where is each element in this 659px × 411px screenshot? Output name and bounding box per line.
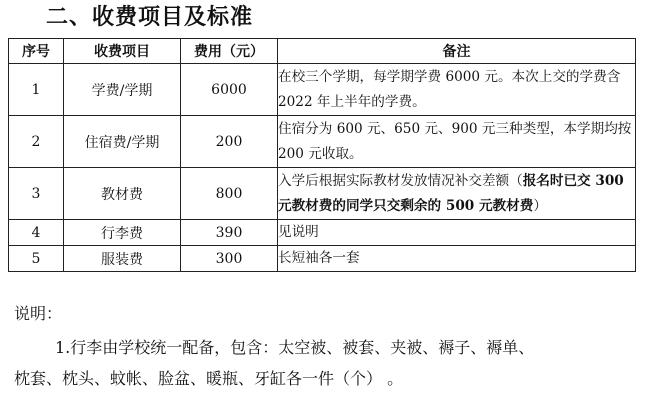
row-fee: 200 bbox=[181, 116, 278, 168]
row-remark: 住宿分为 600 元、650 元、900 元三种类型，本学期均按 200 元收取。 bbox=[278, 116, 636, 168]
row-fee: 800 bbox=[181, 168, 278, 220]
table-row bbox=[9, 64, 636, 116]
row-remark: 在校三个学期，每学期学费 6000 元。本次上交的学费含 2022 年上半年的学费。 bbox=[278, 64, 636, 116]
row-number: 5 bbox=[9, 246, 64, 272]
row-number: 4 bbox=[9, 220, 64, 246]
row-item: 行李费 bbox=[64, 220, 181, 246]
remark-bold-note: 报名时已交 300 元教材费的同学只交剩余的 500 元教材费 bbox=[278, 172, 624, 214]
row-number: 3 bbox=[9, 168, 64, 220]
section-heading: 二、收费项目及标准 bbox=[46, 5, 254, 30]
row-number: 1 bbox=[9, 64, 64, 116]
table-row bbox=[9, 220, 636, 246]
table-header-row bbox=[9, 39, 636, 64]
remark-text: 入学后根据实际教材发放情况补交差额（ bbox=[278, 172, 523, 189]
row-item: 教材费 bbox=[64, 168, 181, 220]
row-item: 住宿费/学期 bbox=[64, 116, 181, 168]
header-item: 收费项目 bbox=[64, 39, 181, 64]
note-line-1: 1.行李由学校统一配备，包含：太空被、被套、夹被、褥子、褥单、 bbox=[55, 338, 535, 357]
row-fee: 300 bbox=[181, 246, 278, 272]
notes-title: 说明： bbox=[14, 304, 63, 323]
note-line-2: 枕套、枕头、蚊帐、脸盆、暖瓶、牙缸各一件（个） 。 bbox=[14, 369, 404, 388]
row-fee: 6000 bbox=[181, 64, 278, 116]
remark-tail: ） bbox=[533, 197, 547, 214]
row-item: 服装费 bbox=[64, 246, 181, 272]
row-remark: 长短袖各一套 bbox=[278, 246, 636, 272]
row-item: 学费/学期 bbox=[64, 64, 181, 116]
header-remark: 备注 bbox=[278, 39, 636, 64]
row-fee: 390 bbox=[181, 220, 278, 246]
row-remark: 见说明 bbox=[278, 220, 636, 246]
row-remark bbox=[278, 168, 636, 220]
table-row bbox=[9, 116, 636, 168]
row-number: 2 bbox=[9, 116, 64, 168]
header-number: 序号 bbox=[9, 39, 64, 64]
fee-table bbox=[8, 38, 636, 272]
table-row bbox=[9, 246, 636, 272]
header-fee: 费用（元） bbox=[181, 39, 278, 64]
table-row bbox=[9, 168, 636, 220]
